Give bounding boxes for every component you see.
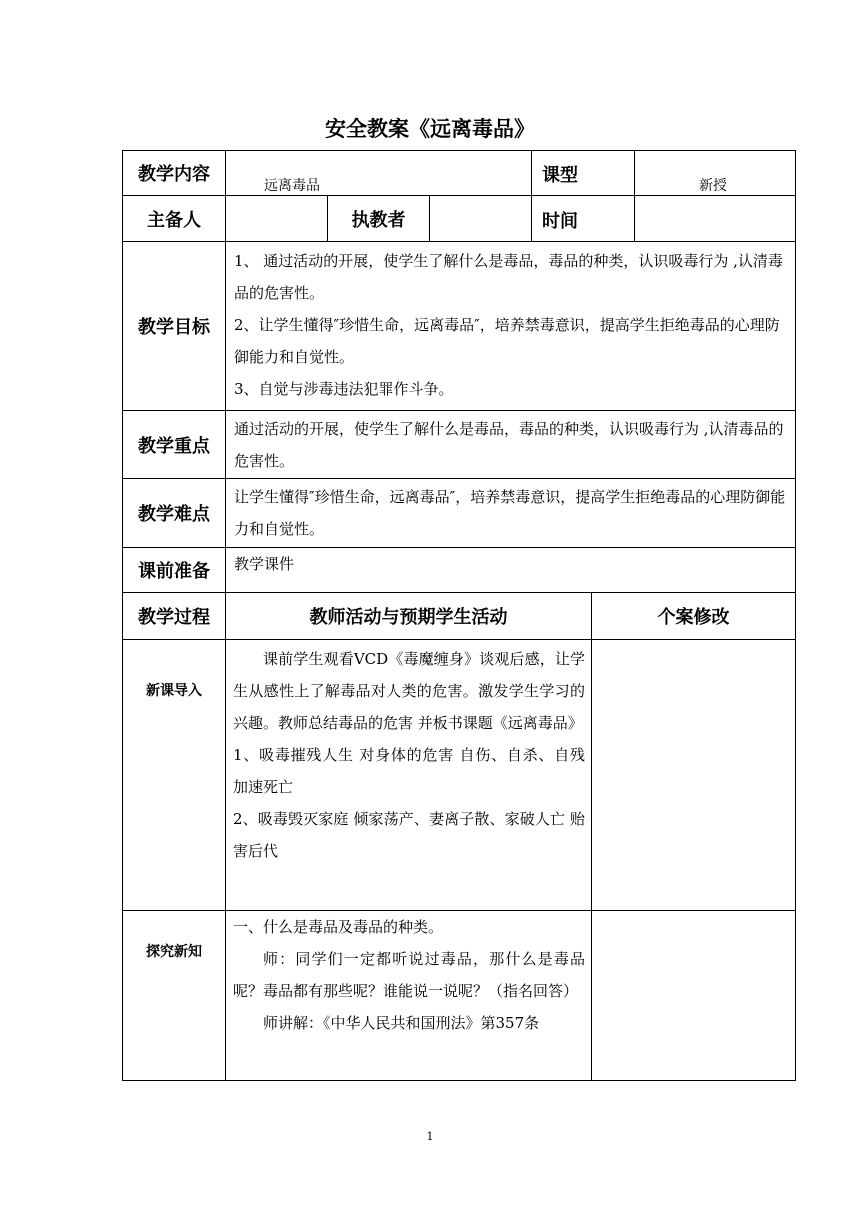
explore-label-cell (122, 910, 226, 1081)
type-value: 新授 (699, 178, 727, 194)
prep-label: 课前准备 (122, 547, 226, 593)
difficulty-cell (225, 478, 796, 548)
time-label: 时间 (542, 211, 578, 232)
goal-item: 1、 通过活动的开展，使学生了解什么是毒品，毒品的种类，认识吸毒行为 ,认清毒品的危害性。 (234, 252, 783, 302)
intro-paragraph: 课前学生观看VCD《毒魔缠身》谈观后感，让学生从感性上了解毒品对人类的危害。激发学生学习的兴趣。教师总结毒品的危害 并板书课题《远离毒品》 (233, 650, 585, 732)
explore-paragraph: 师：同学们一定都听说过毒品，那什么是毒品呢？毒品都有那些呢？谁能说一说呢？（指名回答） (233, 950, 585, 1000)
time-value (634, 195, 796, 242)
explore-label: 探究新知 (146, 944, 202, 960)
type-value-cell (634, 150, 796, 196)
type-label-cell (531, 150, 635, 196)
revision-header: 个案修改 (591, 592, 796, 640)
goals-label: 教学目标 (122, 241, 226, 411)
explore-revision-cell (591, 910, 796, 1081)
intro-paragraph: 1、吸毒摧残人生 对身体的危害 自伤、自杀、自残 加速死亡 (233, 746, 585, 796)
prep-text: 教学课件 (234, 555, 295, 573)
page-number: 1 (426, 1130, 434, 1143)
prep-cell (225, 547, 796, 593)
key-cell (225, 410, 796, 479)
intro-revision-cell (591, 639, 796, 911)
key-label: 教学重点 (122, 410, 226, 479)
goals-cell (225, 241, 796, 411)
intro-label-cell (122, 639, 226, 911)
content-value: 远离毒品 (264, 178, 320, 194)
difficulty-label: 教学难点 (122, 478, 226, 548)
intro-cell (225, 639, 592, 911)
activity-header: 教师活动与预期学生活动 (225, 592, 592, 640)
teacher-value (429, 195, 532, 242)
preparer-value (225, 195, 328, 242)
content-label: 教学内容 (122, 150, 226, 196)
intro-label: 新课导入 (146, 683, 202, 699)
goal-item: 2、让学生懂得″珍惜生命，远离毒品″，培养禁毒意识，提高学生拒绝毒品的心理防御能力和自觉性。 (234, 316, 780, 366)
time-label-cell (531, 195, 635, 242)
intro-paragraph: 2、吸毒毁灭家庭 倾家荡产、妻离子散、家破人亡 贻害后代 (233, 810, 585, 860)
goal-item: 3、自觉与涉毒违法犯罪作斗争。 (234, 380, 454, 398)
process-label: 教学过程 (122, 592, 226, 640)
explore-paragraph: 师讲解：《中华人民共和国刑法》第357条 (263, 1014, 540, 1032)
content-value-cell (225, 150, 532, 196)
document-title: 安全教案《远离毒品》 (325, 117, 535, 141)
type-label: 课型 (542, 165, 578, 186)
explore-cell (225, 910, 592, 1081)
key-text: 通过活动的开展，使学生了解什么是毒品，毒品的种类，认识吸毒行为 ,认清毒品的危害性。 (234, 420, 784, 470)
explore-paragraph: 一、什么是毒品及毒品的种类。 (233, 918, 444, 936)
difficulty-text: 让学生懂得″珍惜生命，远离毒品″，培养禁毒意识，提高学生拒绝毒品的心理防御能力和自觉性。 (234, 488, 786, 538)
teacher-label: 执教者 (327, 195, 430, 242)
preparer-label: 主备人 (122, 195, 226, 242)
